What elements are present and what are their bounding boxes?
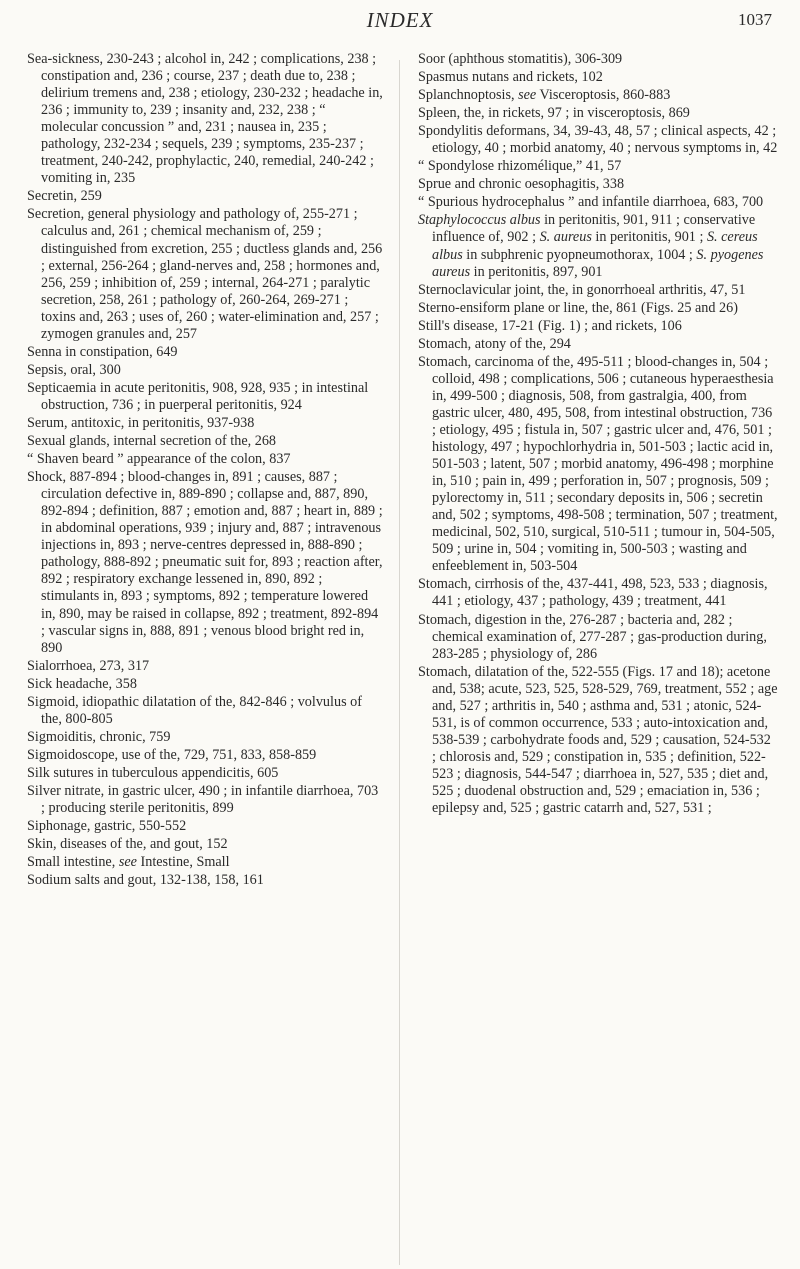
index-entry: Spasmus nutans and rickets, 102 [418,69,603,86]
index-entry: Sialorrhoea, 273, 317 [27,657,150,674]
index-entry: Sexual glands, internal secretion of the, 268 [27,433,277,450]
index-entry: Shock, 887-894 ; blood-changes in, 891 ; causes, 887 ; circulation defective in, 889-890 ; collapse and, 887, 890, 892-894 ; definition, 887 ; emotion and, 887 ; heart in, 889 ; in abdominal operations, 939 ; injury and, 887 ; intravenous injections in, 893 ; nerve-centres depressed in, 888-890 ; pathology, 888-892 ; pneumatic suit for, 893 ; reaction after, 892 ; respiratory exchange lessened in, 890, 892 ; stimulants in, 893 ; symptoms, 892 ; temperature lowered in, 890, may be raised in collapse, 892 ; treatment, 892-894 ; vascular signs in, 888, 891 ; venous blood bright red in, 890 [27,469,383,656]
index-entry: Sternoclavicular joint, the, in gonorrhoeal arthritis, 47, 51 [418,281,746,298]
page-number: 1037 [738,10,772,29]
index-entry: Serum, antitoxic, in peritonitis, 937-938 [27,414,255,431]
column-divider [399,60,400,1265]
index-entry: Septicaemia in acute peritonitis, 908, 928, 935 ; in intestinal obstruction, 736 ; in puerperal peritonitis, 924 [27,379,369,413]
left-column [27,51,383,890]
index-entry: Sea-sickness, 230-243 ; alcohol in, 242 ; complications, 238 ; constipation and, 236 ; course, 237 ; death due to, 238 ; delirium tremens and, 238 ; etiology, 230-232 ; headache in, 236 ; immunity to, 239 ; insanity and, 232, 238 ; “ molecular concussion ” and, 231 ; nausea in, 235 ; pathology, 232-234 ; sequels, 239 ; symptoms, 235-237 ; treatment, 240-242, prophylactic, 240, remedial, 240-242 ; vomiting in, 235 [27,51,383,187]
index-entry: Sigmoidoscope, use of the, 729, 751, 833, 858-859 [27,746,317,763]
index-entry: “ Spurious hydrocephalus ” and infantile diarrhoea, 683, 700 [418,194,764,211]
index-entry: Sigmoid, idiopathic dilatation of the, 842-846 ; volvulus of the, 800-805 [27,693,362,727]
index-entry: Silk sutures in tuberculous appendicitis, 605 [27,764,279,781]
index-entry: Silver nitrate, in gastric ulcer, 490 ; in infantile diarrhoea, 703 ; producing sterile peritonitis, 899 [27,782,379,817]
index-entry-splanchnoptosis: Splanchnoptosis, see Visceroptosis, 860-883 [418,87,671,104]
index-entry: Sepsis, oral, 300 [27,361,121,378]
index-entry: Spleen, the, in rickets, 97 ; in visceroptosis, 869 [418,105,690,122]
index-entry: Stomach, cirrhosis of the, 437-441, 498, 523, 533 ; diagnosis, 441 ; etiology, 437 ; pathology, 439 ; treatment, 441 [418,576,768,610]
index-entry: Spondylitis deformans, 34, 39-43, 48, 57 ; clinical aspects, 42 ; etiology, 40 ; morbid anatomy, 40 ; nervous symptoms in, 42 [418,123,778,157]
index-entry: Secretin, 259 [27,188,102,205]
index-entry: Sigmoiditis, chronic, 759 [27,728,171,745]
index-entry: Senna in constipation, 649 [27,343,178,360]
index-entry: “ Spondylose rhizomélique,” 41, 57 [418,158,622,175]
index-entry: Stomach, dilatation of the, 522-555 (Figs. 17 and 18); acetone and, 538; acute, 523, 525, 528-529, 769, treatment, 552 ; age and, 527 ; arthritis in, 540 ; asthma and, 531 ; atonic, 524-531, is of common occurrence, 533 ; auto-intoxication and, 538-539 ; carbohydrate foods and, 529 ; causation, 524-532 ; chlorosis and, 529 ; constipation in, 535 ; definition, 522-523 ; diagnosis, 544-547 ; diarrhoea in, 527, 535 ; diet and, 525 ; duodenal obstruction and, 529 ; emaciation in, 536 ; epilepsy and, 525 ; gastric catarrh and, 527, 531 ; [418,663,778,817]
right-column [418,51,778,818]
index-entry: Stomach, carcinoma of the, 495-511 ; blood-changes in, 504 ; colloid, 498 ; complications, 506 ; cutaneous hyperaesthesia in, 499-500 ; diagnosis, 508, from gastralgia, 400, from gastric ulcer, 480, 495, 508, from intestinal obstruction, 736 ; etiology, 495 ; fistula in, 507 ; gastric ulcer and, 476, 501 ; histology, 497 ; hypochlorhydria in, 501-503 ; lactic acid in, 501-503 ; latent, 507 ; morbid anatomy, 496-498 ; morphine in, 510 ; pain in, 499 ; perforation in, 507 ; prognosis, 509 ; pylorectomy in, 511 ; secondary deposits in, 506 ; secretin and, 502 ; symptoms, 498-508 ; termination, 507 ; treatment, medicinal, 502, 510, surgical, 510-511 ; tumour in, 504-505, 509 ; urine in, 504 ; vomiting in, 500-503 ; wasting and enfeeblement in, 503-504 [418,353,778,575]
index-entry-staphylococcus: Staphylococcus albus in peritonitis, 901, 911 ; conservative influence of, 902 ; S. aureus in peritonitis, 901 ; S. cereus albus in subphrenic pyopneumothorax, 1004 ; S. pyogenes aureus in peritonitis, 897, 901 [418,212,764,280]
index-entry: Sodium salts and gout, 132-138, 158, 161 [27,872,264,889]
index-entry: Secretion, general physiology and pathology of, 255-271 ; calculus and, 261 ; chemical mechanism of, 259 ; distinguished from excretion, 255 ; ductless glands and, 256 ; external, 256-264 ; gland-nerves and, 258 ; hormones and, 256, 259 ; inhibition of, 259 ; internal, 264-271 ; paralytic secretion, 258, 261 ; pathology of, 260-264, 269-271 ; toxins and, 263 ; uses of, 260 ; water-elimination and, 257 ; zymogen granules and, 257 [27,206,383,342]
index-entry: Sterno-ensiform plane or line, the, 861 (Figs. 25 and 26) [418,299,738,316]
index-entry: “ Shaven beard ” appearance of the colon, 837 [27,451,291,468]
index-entry: Stomach, atony of the, 294 [418,335,571,352]
index-entry-small-intestine: Small intestine, see Intestine, Small [27,854,230,871]
page-header [0,6,800,36]
running-head: INDEX [366,8,434,32]
index-entry: Siphonage, gastric, 550-552 [27,818,187,835]
index-entry: Stomach, digestion in the, 276-287 ; bacteria and, 282 ; chemical examination of, 277-287 ; gas-production during, 283-285 ; physiology of, 286 [418,611,767,662]
index-entry: Sick headache, 358 [27,675,137,692]
index-entry: Still's disease, 17-21 (Fig. 1) ; and rickets, 106 [418,317,682,334]
index-entry: Sprue and chronic oesophagitis, 338 [418,176,625,193]
index-entry: Skin, diseases of the, and gout, 152 [27,836,228,853]
index-entry: Soor (aphthous stomatitis), 306-309 [418,51,623,67]
